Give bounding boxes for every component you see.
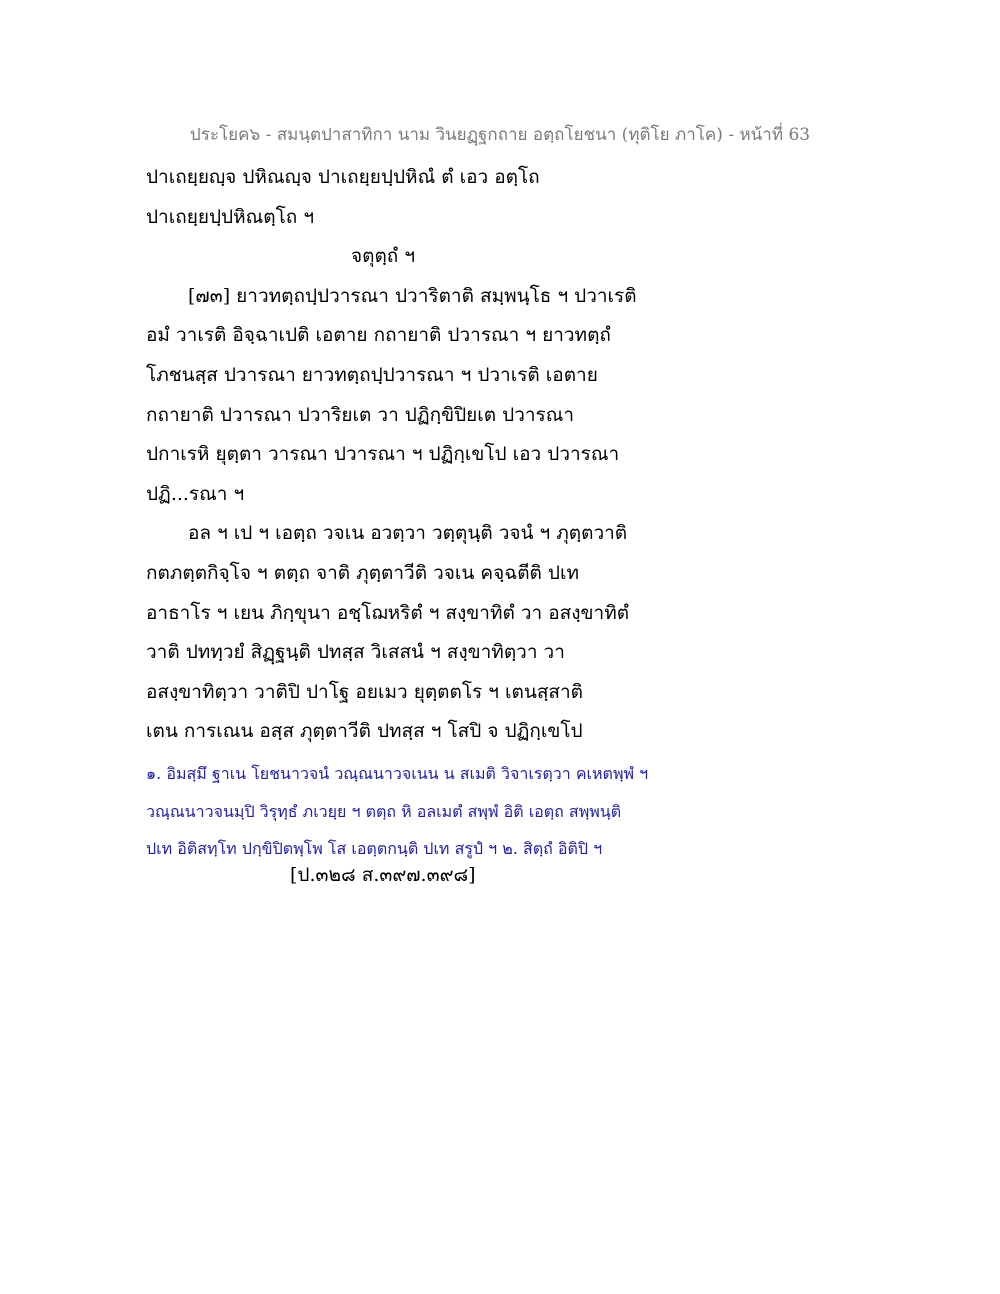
text-line: ปาเถยฺยปฺปหิณตฺโถ ฯ xyxy=(146,205,315,228)
text-line: อสงฺขาทิตฺวา วาติปิ ปาโฐ อยเมว ยุตฺตตโร ฯ เตนสฺสาติ xyxy=(146,680,584,703)
text-line: โภชนสฺส ปวารณา ยาวทตฺถปฺปวารณา ฯ ปวาเรติ เอตาย xyxy=(146,363,598,386)
text-line: กถายาติ ปวารณา ปวาริยเต วา ปฏิกฺขิปิยเต ปวารณา xyxy=(146,403,575,426)
page-header: ประโยค๖ - สมนฺตปาสาทิกา นาม วินยฏฺฐกถาย อตฺถโยชนา (ทุติโย ภาโค) - หน้าที่ 63 xyxy=(189,125,811,145)
text-line: กตภตฺตกิจฺโจ ฯ ตตฺถ จาติ ภุตฺตาวีติ วจเน คจฺฉตีติ ปเท xyxy=(146,561,579,584)
text-line: ปฏิ...รณา ฯ xyxy=(146,482,245,505)
text-line: วาติ ปททฺวยํ สิฏฺฐนฺติ ปทสฺส วิเสสนํ ฯ สงฺขาทิตฺวา วา xyxy=(146,641,565,664)
text-line: อมํ วาเรติ อิจฺฉาเปติ เอตาย กถายาติ ปวารณา ฯ ยาวทตฺถํ xyxy=(146,324,611,347)
section-title: จตุตฺถํ ฯ xyxy=(351,245,416,268)
text-line: ปกาเรหิ ยุตฺตา วารณา ปวารณา ฯ ปฏิกฺเขโป เอว ปวารณา xyxy=(146,443,620,466)
footnote-line: ปเท อิติสทฺโท ปกฺขิปิตพฺโพ โส เอตฺตกนฺติ ปเท สรูปํ ฯ ๒. สิตฺถํ อิติปิ ฯ xyxy=(146,839,603,858)
footnote-line: วณฺณนาวจนมฺปิ วิรุทฺธํ ภเวยฺย ฯ ตตฺถ หิ อลเมตํ สพฺพํ อิติ เอตฺถ สพฺพนฺติ xyxy=(146,801,622,821)
main-text xyxy=(146,158,866,752)
paragraph-start: อล ฯ เป ฯ เอตฺถ วจเน อวตฺวา วตฺตุนฺติ วจนํ ฯ ภุตฺตวาติ xyxy=(188,522,628,545)
page-reference: [ป.๓๒๘ ส.๓๙๗.๓๙๘] xyxy=(290,864,476,886)
text-line: อาธาโร ฯ เยน ภิกฺขุนา อชฺโฌหริตํ ฯ สงฺขาทิตํ วา อสงฺขาทิตํ xyxy=(146,601,630,624)
footnote-line: ๑. อิมสฺมึ ฐาเน โยชนาวจนํ วณฺณนาวจเนน น สเมติ วิจาเรตฺวา คเหตพฺพํ ฯ xyxy=(146,764,649,783)
text-line: ปาเถยฺยญฺจ ปหิณญฺจ ปาเถยฺยปฺปหิณํ ตํ เอว อตฺโถ xyxy=(146,166,540,188)
paragraph-start: [๗๓] ยาวทตฺถปฺปวารณา ปวาริตาติ สมฺพนฺโธ ฯ ปวาเรติ xyxy=(188,284,637,307)
text-line: เตน การเณน อสฺส ภุตฺตาวีติ ปทสฺส ฯ โสปิ จ ปฏิกฺเขโป xyxy=(146,720,583,743)
footnotes xyxy=(146,755,866,868)
